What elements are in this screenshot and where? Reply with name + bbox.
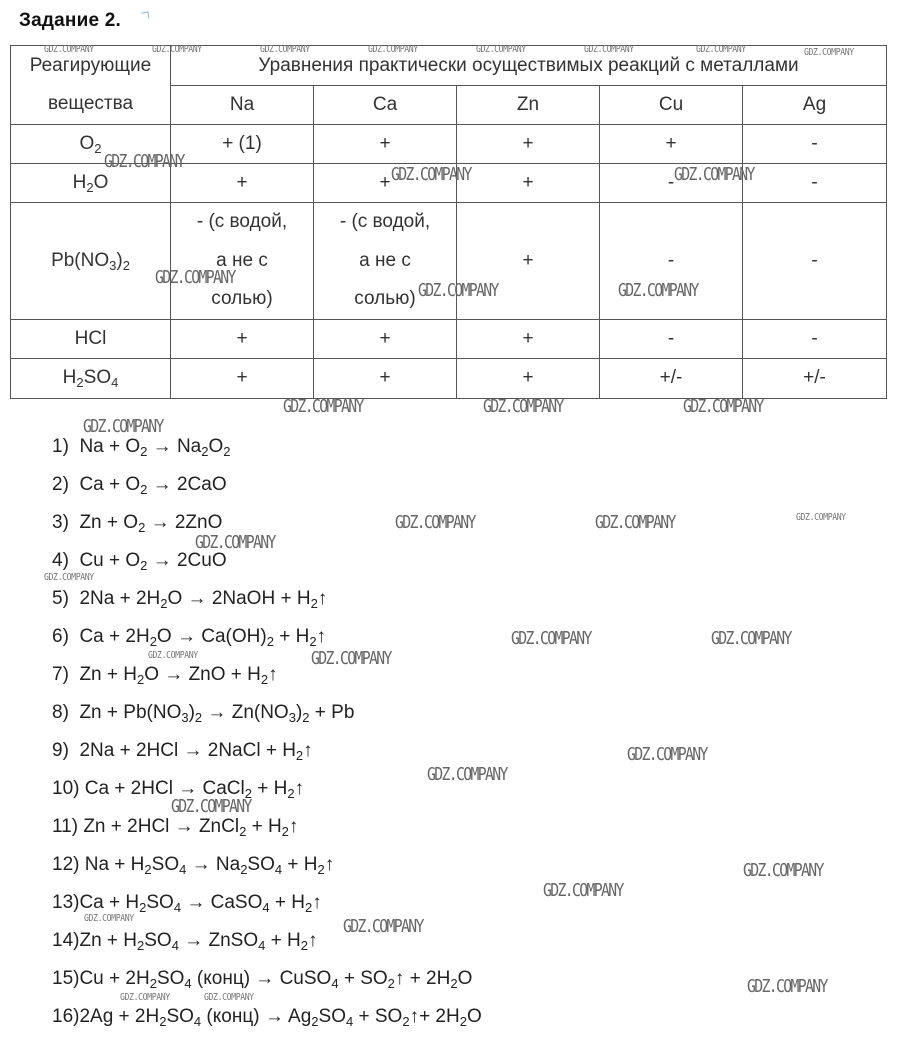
reaction-cell: +/- [743, 358, 887, 398]
header-reactants [11, 46, 171, 125]
watermark: GDZ.COMPANY [343, 916, 423, 937]
equation-item: $15)Cu + 2H_2SO_4$ (конц) → CuSO$_4$ + $SO_2↑ + 2H_2O$ [52, 968, 473, 991]
reaction-cell: + [457, 164, 600, 203]
watermark: GDZ.COMPANY [418, 280, 498, 301]
equation-item: 8) $Zn + Pb(NO_3)_2 \to Zn(NO_3)_2 + Pb$ [52, 702, 355, 725]
watermark: GDZ.COMPANY [283, 396, 363, 417]
equation-item: 12) $Na + H_2SO_4 \to Na_2SO_4$ + $H_2↑$ [52, 854, 335, 877]
reagent-cell: $O_2$ [11, 125, 171, 164]
equation-item: 9) 2Na + 2HCl → 2NaCl + $H_2↑$ [52, 740, 313, 763]
equation-item: 5) $2Na + 2H_2O$ → 2NaOH + $H_2↑$ [52, 588, 328, 611]
watermark: GDZ.COMPANY [747, 976, 827, 997]
table-row [11, 125, 887, 164]
watermark: GDZ.COMPANY [476, 44, 526, 55]
reaction-cell: + [314, 125, 457, 164]
reaction-cell: + [314, 164, 457, 203]
watermark: GDZ.COMPANY [152, 44, 202, 55]
reaction-cell: + [314, 358, 457, 398]
reaction-cell: - [743, 203, 887, 320]
watermark: GDZ.COMPANY [584, 44, 634, 55]
equation-item: 3) $Zn + O_2 \to 2ZnO$ [52, 512, 223, 535]
equation-item: 7) $Zn + H_2O$ → ZnO + $H_2↑$ [52, 664, 278, 687]
equation-item: 11) Zn + 2HCl → ZnCl$_2$ + $H_2↑$ [52, 816, 299, 839]
equation-item: $16)2Ag + 2H_2SO_4$ (конц) → $Ag_2SO_4$ + $SO_2↑+ 2H_2O$ [52, 1006, 482, 1029]
watermark: GDZ.COMPANY [674, 164, 754, 185]
watermark: GDZ.COMPANY [155, 267, 235, 288]
equation-list [52, 428, 482, 1036]
watermark: GDZ.COMPANY [796, 512, 846, 523]
reagent-cell: $Pb(NO_3)_2$ [11, 203, 171, 320]
watermark: GDZ.COMPANY [311, 648, 391, 669]
reaction-cell: - [743, 164, 887, 203]
header-metal-zn: Zn [457, 86, 600, 125]
reaction-cell: + [457, 203, 600, 320]
task-title: Задание 2. [19, 10, 121, 31]
table-row [11, 203, 887, 320]
watermark: GDZ.COMPANY [148, 650, 198, 661]
reagent-cell: $H_2O$ [11, 164, 171, 203]
watermark: GDZ.COMPANY [483, 396, 563, 417]
header-reactants-line1: Реагирующие [29, 55, 152, 76]
equation-item: $14)Zn + H_2SO_4$ → ZnSO$_4$ + $H_2↑$ [52, 930, 318, 953]
reaction-cell: - [600, 164, 743, 203]
reaction-cell: - (с водой, а не с солью) [314, 203, 457, 320]
table-row [11, 358, 887, 398]
reagent-cell: HCl [11, 319, 171, 358]
equation-item: 2) $Ca + O_2 \to 2CaO$ [52, 474, 227, 497]
header-metal-cu: Cu [600, 86, 743, 125]
reagent-cell: $H_2SO_4$ [11, 358, 171, 398]
title-mark-icon [141, 11, 149, 19]
equation-item: 4) $Cu + O_2 \to 2CuO$ [52, 550, 227, 573]
watermark: GDZ.COMPANY [511, 628, 591, 649]
equation-item: 10) Ca + 2HCl → CaCl$_2$ + $H_2↑$ [52, 778, 305, 801]
watermark: GDZ.COMPANY [120, 992, 170, 1003]
reaction-cell: - [600, 203, 743, 320]
watermark: GDZ.COMPANY [260, 44, 310, 55]
table-row [11, 319, 887, 358]
watermark: GDZ.COMPANY [44, 44, 94, 55]
table-row [11, 164, 887, 203]
reaction-cell: +/- [600, 358, 743, 398]
header-group: Уравнения практически осуществимых реакций с металлами [171, 46, 887, 86]
reaction-cell: + [600, 125, 743, 164]
table-body [11, 125, 887, 399]
reaction-cell: - (с водой, а не с солью) [171, 203, 314, 320]
watermark: GDZ.COMPANY [195, 532, 275, 553]
watermark: GDZ.COMPANY [743, 860, 823, 881]
reaction-cell: - [743, 125, 887, 164]
watermark: GDZ.COMPANY [543, 880, 623, 901]
watermark: GDZ.COMPANY [44, 572, 94, 583]
watermark: GDZ.COMPANY [395, 512, 475, 533]
watermark: GDZ.COMPANY [618, 280, 698, 301]
reaction-cell: + [171, 164, 314, 203]
reaction-cell: + [457, 125, 600, 164]
header-metal-ag: Ag [743, 86, 887, 125]
watermark: GDZ.COMPANY [171, 796, 251, 817]
reaction-cell: + (1) [171, 125, 314, 164]
reaction-cell: - [600, 319, 743, 358]
reaction-cell: + [314, 319, 457, 358]
header-metal-na: Na [171, 86, 314, 125]
watermark: GDZ.COMPANY [804, 47, 854, 58]
watermark: GDZ.COMPANY [368, 44, 418, 55]
reaction-cell: + [457, 358, 600, 398]
header-reactants-line2: вещества [47, 93, 134, 114]
header-metal-ca: Ca [314, 86, 457, 125]
equation-item: $13)Ca + H_2SO_4$ → CaSO$_4$ + $H_2↑$ [52, 892, 322, 915]
watermark: GDZ.COMPANY [711, 628, 791, 649]
reaction-cell: + [171, 319, 314, 358]
equation-item: 6) $Ca + 2H_2O \to Ca(OH)_2$ + $H_2↑$ [52, 626, 327, 649]
watermark: GDZ.COMPANY [204, 992, 254, 1003]
reaction-cell: + [457, 319, 600, 358]
watermark: GDZ.COMPANY [696, 44, 746, 55]
reaction-cell: + [171, 358, 314, 398]
watermark: GDZ.COMPANY [391, 164, 471, 185]
equation-item: 1) $Na + O_2 \to Na_2O_2$ [52, 436, 231, 459]
watermark: GDZ.COMPANY [83, 416, 163, 437]
watermark: GDZ.COMPANY [683, 396, 763, 417]
reactions-table [10, 45, 887, 399]
watermark: GDZ.COMPANY [84, 913, 134, 924]
watermark: GDZ.COMPANY [104, 151, 184, 172]
watermark: GDZ.COMPANY [427, 764, 507, 785]
watermark: GDZ.COMPANY [595, 512, 675, 533]
watermark: GDZ.COMPANY [627, 744, 707, 765]
reaction-cell: - [743, 319, 887, 358]
